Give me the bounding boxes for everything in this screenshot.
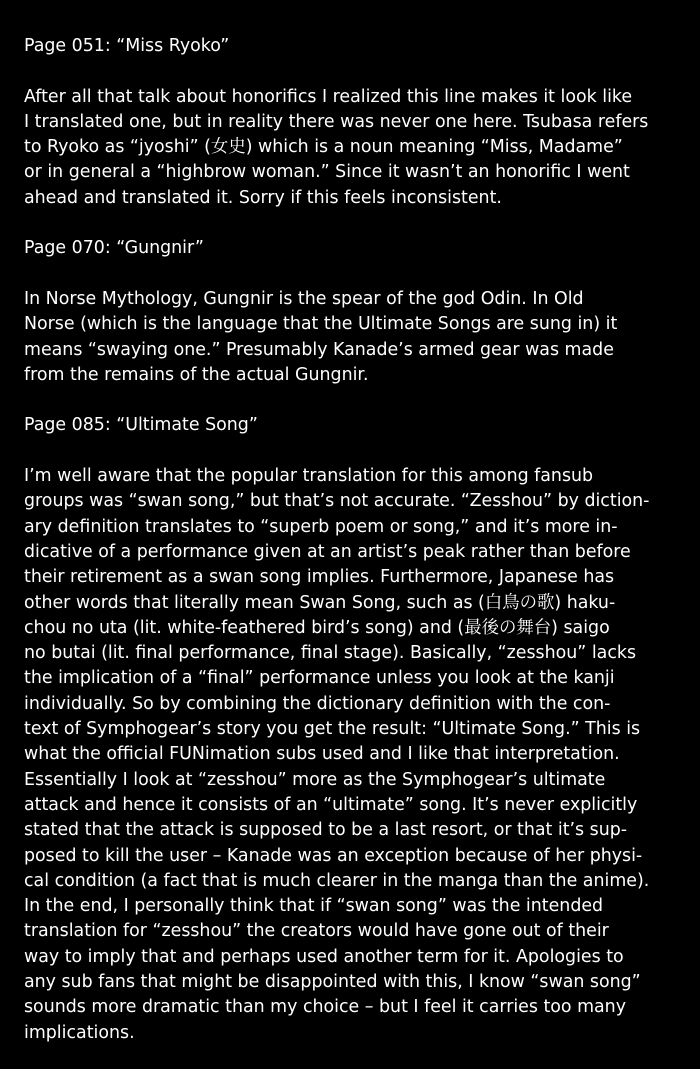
note-section (24, 413, 678, 1045)
note-line: attack and hence it consists of an “ultimate” song. It’s never explicitly (24, 794, 638, 815)
note-line: posed to kill the user – Kanade was an exception because of her physi- (24, 845, 643, 866)
note-line: text of Symphogear’s story you get the result: “Ultimate Song.” This is (24, 719, 641, 740)
note-line: chou no uta (lit. white-feathered bird’s song) and (最後の舞台) saigo (24, 617, 610, 638)
note-heading: Page 051: “Miss Ryoko” (24, 36, 230, 56)
note-section (24, 34, 678, 211)
note-line: Essentially I look at “zesshou” more as the Symphogear’s ultimate (24, 769, 606, 790)
note-paragraph (24, 85, 678, 211)
notes-container (24, 34, 678, 1046)
note-line: any sub fans that might be disappointed with this, I know “swan song” (24, 971, 641, 992)
note-paragraph (24, 464, 678, 1046)
note-line: means “swaying one.” Presumably Kanade’s armed gear was made (24, 339, 614, 360)
note-line: individually. So by combining the dictionary definition with the con- (24, 693, 611, 714)
note-line: their retirement as a swan song implies. Furthermore, Japanese has (24, 567, 615, 588)
note-line: sounds more dramatic than my choice – but I feel it carries too many (24, 997, 626, 1018)
note-line: implications. (24, 1022, 135, 1043)
note-line: Norse (which is the language that the Ultimate Songs are sung in) it (24, 314, 618, 335)
note-heading: Page 085: “Ultimate Song” (24, 415, 258, 436)
note-line: no butai (lit. final performance, final stage). Basically, “zesshou” lacks (24, 643, 637, 664)
note-line: translation for “zesshou” the creators would have gone out of their (24, 921, 609, 942)
note-line: stated that the attack is supposed to be a last resort, or that it’s sup- (24, 820, 628, 841)
note-heading: Page 070: “Gungnir” (24, 238, 204, 259)
note-line: groups was “swan song,” but that’s not accurate. “Zesshou” by diction- (24, 491, 650, 512)
note-line: ahead and translated it. Sorry if this feels inconsistent. (24, 187, 502, 208)
note-line: what the official FUNimation subs used and I like that interpretation. (24, 744, 620, 765)
note-line: After all that talk about honorifics I realized this line makes it look like (24, 86, 633, 107)
note-line: cal condition (a fact that is much clearer in the manga than the anime). (24, 870, 650, 891)
note-line: dicative of a performance given at an artist’s peak rather than before (24, 541, 631, 562)
note-line: or in general a “highbrow woman.” Since it wasn’t an honorific I went (24, 162, 630, 183)
note-line: from the remains of the actual Gungnir. (24, 364, 369, 385)
note-line: the implication of a “final” performance unless you look at the kanji (24, 668, 615, 689)
note-line: I’m well aware that the popular translation for this among fansub (24, 466, 594, 487)
note-line: In the end, I personally think that if “swan song” was the intended (24, 896, 604, 917)
note-paragraph (24, 287, 678, 388)
note-line: I translated one, but in reality there was never one here. Tsubasa refers (24, 111, 649, 132)
note-section (24, 236, 678, 388)
note-line: to Ryoko as “jyoshi” (女史) which is a noun meaning “Miss, Madame” (24, 137, 623, 158)
note-line: way to imply that and perhaps used another term for it. Apologies to (24, 946, 624, 967)
note-line: In Norse Mythology, Gungnir is the spear of the god Odin. In Old (24, 288, 584, 309)
note-line: ary definition translates to “superb poem or song,” and it’s more in- (24, 516, 618, 537)
note-line: other words that literally mean Swan Song, such as (白鳥の歌) haku- (24, 592, 616, 613)
